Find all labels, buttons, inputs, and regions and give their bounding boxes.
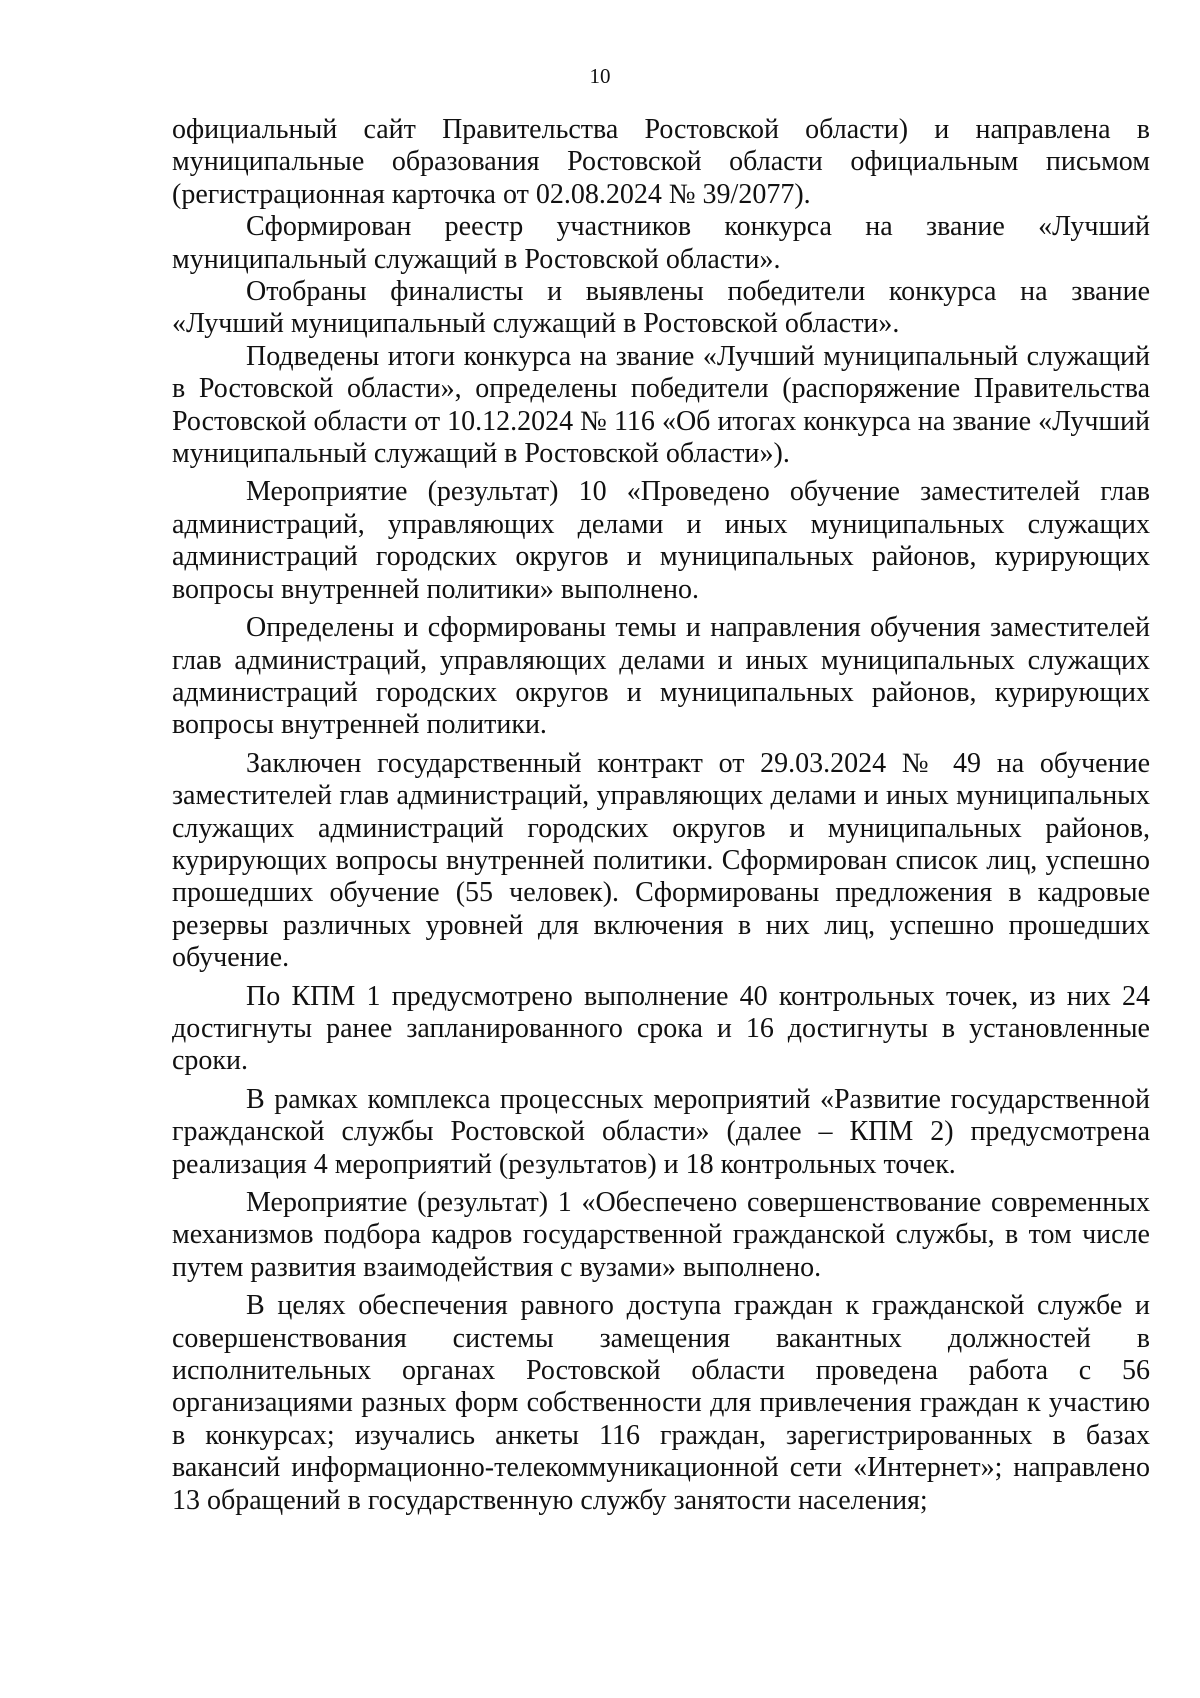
paragraph-measure-10: Мероприятие (результат) 10 «Проведено обучение заместителей глав администраций, управляющих делами и иных муниципальных служащих администраций городских округов и муниципальных районов, курирующих вопросы внутренней политики» выполнено.: [172, 476, 1150, 605]
paragraph-registry: Сформирован реестр участников конкурса на звание «Лучший муниципальный служащий в Ростовской области».: [172, 211, 1150, 275]
paragraph-measure-1: Мероприятие (результат) 1 «Обеспечено совершенствование современных механизмов подбора кадров государственной гражданской службы, в том числе путем развития взаимодействия с вузами» выполнено.: [172, 1187, 1150, 1283]
paragraph-results-summary: Подведены итоги конкурса на звание «Лучший муниципальный служащий в Ростовской области», определены победители (распоряжение Правительства Ростовской области от 10.12.2024 № 116 «Об итогах конкурса на звание «Лучший муниципальный служащий в Ростовской области»).: [172, 340, 1150, 470]
paragraph-equal-access: В целях обеспечения равного доступа граждан к гражданской службе и совершенствования системы замещения вакантных должностей в исполнительных органах Ростовской области проведена работа с 56 организациями разных форм собственности для привлечения граждан к участию в конкурсах; изучались анкеты 116 граждан, зарегистрированных в базах вакансий информационно-телекоммуникационной сети «Интернет»; направлено 13 обращений в государственную службу занятости населения;: [172, 1290, 1150, 1516]
paragraph-control-points: По КПМ 1 предусмотрено выполнение 40 контрольных точек, из них 24 достигнуты ранее запланированного срока и 16 достигнуты в установленные сроки.: [172, 980, 1150, 1077]
paragraph-kpm-2: В рамках комплекса процессных мероприятий «Развитие государственной гражданской службы Ростовской области» (далее – КПМ 2) предусмотрена реализация 4 мероприятий (результатов) и 18 контрольных точек.: [172, 1083, 1150, 1180]
paragraph-training-topics: Определены и сформированы темы и направления обучения заместителей глав администраций, управляющих делами и иных муниципальных служащих администраций городских округов и муниципальных районов, курирующих вопросы внутренней политики.: [172, 612, 1150, 741]
paragraph-continuation: официальный сайт Правительства Ростовской области) и направлена в муниципальные образования Ростовской области официальным письмом (регистрационная карточка от 02.08.2024 № 39/2077).: [172, 114, 1150, 210]
document-body: [172, 114, 1150, 1517]
paragraph-finalists: Отобраны финалисты и выявлены победители конкурса на звание «Лучший муниципальный служащий в Ростовской области».: [172, 276, 1150, 340]
page-number: 10: [589, 64, 611, 88]
paragraph-state-contract: Заключен государственный контракт от 29.03.2024 № 49 на обучение заместителей глав администраций, управляющих делами и иных муниципальных служащих администраций городских округов и муниципальных районов, курирующих вопросы внутренней политики. Сформирован список лиц, успешно прошедших обучение (55 человек). Сформированы предложения в кадровые резервы различных уровней для включения в них лиц, успешно прошедших обучение.: [172, 747, 1150, 974]
